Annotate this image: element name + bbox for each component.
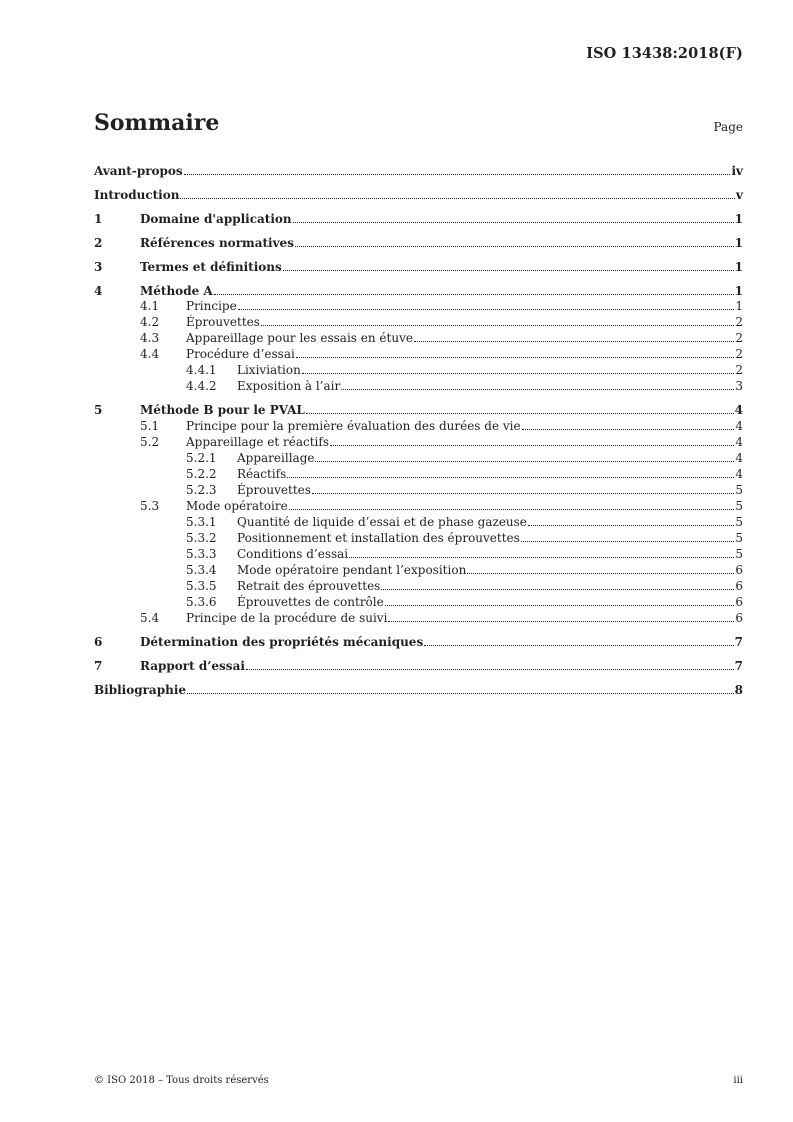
toc-entry-page: 4	[735, 467, 743, 481]
toc-entry-title: Quantité de liquide d’essai et de phase gazeuse	[237, 515, 527, 529]
toc-entry-number: 5.3	[140, 499, 160, 513]
toc-entry[interactable]	[94, 449, 743, 465]
toc-dot-leader	[184, 174, 731, 175]
toc-entry-number: 5.3.5	[186, 579, 217, 593]
toc-dot-leader	[467, 573, 734, 574]
page-column-label: Page	[713, 120, 743, 134]
toc-entry-title: Appareillage	[237, 451, 315, 465]
toc-entry-title: Exposition à l’air	[237, 379, 341, 393]
toc-entry-page: 5	[735, 515, 743, 529]
toc-entry-page: 1	[734, 212, 743, 226]
toc-entry-number: 5.3.3	[186, 547, 217, 561]
toc-entry[interactable]	[94, 361, 743, 377]
toc-dot-leader	[414, 341, 734, 342]
toc-entry-title: Principe pour la première évaluation des durées de vie	[186, 419, 521, 433]
copyright-notice: © ISO 2018 – Tous droits réservés	[94, 1075, 269, 1086]
document-reference: ISO 13438:2018(F)	[586, 45, 743, 62]
toc-dot-leader	[289, 509, 735, 510]
toc-dot-leader	[424, 645, 733, 646]
toc-entry[interactable]	[94, 345, 743, 361]
toc-dot-leader	[385, 605, 735, 606]
toc-entry-title: Méthode A	[140, 284, 213, 298]
toc-entry-number: 5.3.6	[186, 595, 217, 609]
toc-entry[interactable]	[94, 234, 743, 250]
toc-entry-title: Mode opératoire	[186, 499, 288, 513]
toc-entry-number: 4.2	[140, 315, 160, 329]
toc-entry-page: 1	[735, 299, 743, 313]
toc-dot-leader	[302, 373, 735, 374]
toc-entry-title: Procédure d’essai	[186, 347, 295, 361]
toc-entry-number: 5.4	[140, 611, 160, 625]
toc-entry-title: Appareillage pour les essais en étuve	[186, 331, 413, 345]
footer	[94, 1075, 743, 1089]
toc-dot-leader	[315, 461, 734, 462]
toc-dot-leader	[521, 541, 735, 542]
toc-dot-leader	[522, 429, 735, 430]
toc-entry[interactable]	[94, 282, 743, 298]
toc-dot-leader	[296, 357, 735, 358]
toc-entry[interactable]	[94, 210, 743, 226]
page-title: Sommaire	[94, 110, 220, 136]
toc-entry[interactable]	[94, 593, 743, 609]
toc-entry-title: Détermination des propriétés mécaniques	[140, 635, 424, 649]
toc-entry-title: Méthode B pour le PVAL	[140, 403, 305, 417]
toc-entry-page: 1	[734, 260, 743, 274]
toc-dot-leader	[341, 389, 734, 390]
toc-dot-leader	[349, 557, 734, 558]
toc-entry[interactable]	[94, 465, 743, 481]
toc-dot-leader	[238, 309, 735, 310]
toc-entry-page: 2	[735, 315, 743, 329]
toc-entry-page: 7	[734, 635, 743, 649]
toc-entry-title: Retrait des éprouvettes	[237, 579, 381, 593]
toc-dot-leader	[295, 246, 734, 247]
toc-dot-leader	[287, 477, 734, 478]
toc-entry-title: Conditions d’essai	[237, 547, 349, 561]
toc-entry[interactable]	[94, 577, 743, 593]
toc-entry[interactable]	[94, 513, 743, 529]
toc-entry[interactable]	[94, 657, 743, 673]
toc-entry-title: Éprouvettes de contrôle	[237, 595, 384, 609]
toc-entry-page: 2	[735, 331, 743, 345]
toc-entry-number: 1	[94, 212, 103, 226]
toc-entry-title: Domaine d'application	[140, 212, 292, 226]
toc-dot-leader	[293, 222, 734, 223]
toc-entry[interactable]	[94, 297, 743, 313]
toc-entry-page: 5	[735, 547, 743, 561]
toc-entry-page: 4	[735, 435, 743, 449]
toc-entry-title: Avant-propos	[94, 164, 183, 178]
toc-entry-title: Principe de la procédure de suivi	[186, 611, 388, 625]
toc-entry[interactable]	[94, 529, 743, 545]
toc-entry-page: 1	[734, 284, 743, 298]
toc-entry[interactable]	[94, 313, 743, 329]
toc-entry-page: 6	[735, 595, 743, 609]
toc-dot-leader	[388, 621, 734, 622]
toc-entry-page: 3	[735, 379, 743, 393]
toc-entry-number: 5.1	[140, 419, 160, 433]
toc-entry-number: 2	[94, 236, 103, 250]
toc-dot-leader	[214, 294, 734, 295]
toc-dot-leader	[283, 270, 734, 271]
toc-entry-number: 5.3.2	[186, 531, 217, 545]
toc-entry[interactable]	[94, 162, 743, 178]
toc-dot-leader	[312, 493, 734, 494]
page-number: iii	[733, 1075, 743, 1086]
toc-entry-number: 5.3.4	[186, 563, 217, 577]
toc-dot-leader	[528, 525, 734, 526]
toc-entry-page: 8	[734, 683, 743, 697]
toc-entry-number: 5.2.1	[186, 451, 217, 465]
toc-entry-page: 5	[735, 531, 743, 545]
toc-entry[interactable]	[94, 609, 743, 625]
toc-entry-title: Lixiviation	[237, 363, 301, 377]
toc-dot-leader	[246, 669, 734, 670]
toc-entry-number: 5.3.1	[186, 515, 217, 529]
toc-entry-number: 5.2.3	[186, 483, 217, 497]
toc-entry[interactable]	[94, 417, 743, 433]
toc-entry[interactable]	[94, 545, 743, 561]
toc-entry[interactable]	[94, 561, 743, 577]
toc-entry-title: Références normatives	[140, 236, 294, 250]
toc-dot-leader	[330, 445, 734, 446]
toc-entry-page: 6	[735, 579, 743, 593]
toc-entry-number: 4.1	[140, 299, 160, 313]
toc-entry[interactable]	[94, 481, 743, 497]
toc-entry-number: 4.4	[140, 347, 160, 361]
toc-entry-page: iv	[731, 164, 743, 178]
toc-entry-title: Introduction	[94, 188, 180, 202]
toc-entry[interactable]	[94, 633, 743, 649]
toc-entry-number: 7	[94, 659, 103, 673]
toc-entry-title: Positionnement et installation des éprouvettes	[237, 531, 520, 545]
toc-entry-title: Termes et définitions	[140, 260, 282, 274]
toc-entry-title: Bibliographie	[94, 683, 187, 697]
toc-entry[interactable]	[94, 681, 743, 697]
toc-dot-leader	[187, 693, 734, 694]
toc-entry-title: Éprouvettes	[237, 483, 311, 497]
toc-entry-page: v	[736, 188, 743, 202]
toc-entry[interactable]	[94, 401, 743, 417]
toc-entry-page: 6	[735, 563, 743, 577]
toc-entry-number: 5.2.2	[186, 467, 217, 481]
toc-entry-title: Éprouvettes	[186, 315, 260, 329]
toc-entry-page: 2	[735, 347, 743, 361]
toc-entry[interactable]	[94, 258, 743, 274]
toc-entry-title: Rapport d’essai	[140, 659, 245, 673]
toc-entry-page: 4	[735, 419, 743, 433]
toc-entry-number: 4.4.2	[186, 379, 217, 393]
toc-entry-number: 4.3	[140, 331, 160, 345]
toc-entry-number: 4.4.1	[186, 363, 217, 377]
toc-entry-number: 4	[94, 284, 103, 298]
toc-entry-number: 5	[94, 403, 103, 417]
title-row	[94, 110, 743, 140]
toc-entry-page: 5	[735, 499, 743, 513]
toc-entry-page: 4	[734, 403, 743, 417]
toc-entry-title: Réactifs	[237, 467, 287, 481]
toc-entry-title: Mode opératoire pendant l’exposition	[237, 563, 467, 577]
toc-dot-leader	[381, 589, 734, 590]
toc-entry-title: Principe	[186, 299, 237, 313]
toc-entry-page: 2	[735, 363, 743, 377]
toc-entry[interactable]	[94, 497, 743, 513]
toc-entry-page: 4	[735, 451, 743, 465]
toc-entry[interactable]	[94, 186, 743, 202]
toc-entry-page: 7	[734, 659, 743, 673]
toc-entry-page: 1	[734, 236, 743, 250]
toc-entry-number: 5.2	[140, 435, 160, 449]
toc-entry-page: 6	[735, 611, 743, 625]
toc-entry-title: Appareillage et réactifs	[186, 435, 329, 449]
toc-dot-leader	[180, 198, 735, 199]
toc-dot-leader	[306, 413, 734, 414]
toc-entry[interactable]	[94, 377, 743, 393]
toc-entry-number: 6	[94, 635, 103, 649]
toc-dot-leader	[261, 325, 734, 326]
toc-entry-page: 5	[735, 483, 743, 497]
toc-entry[interactable]	[94, 329, 743, 345]
toc-entry-number: 3	[94, 260, 103, 274]
toc-entry[interactable]	[94, 433, 743, 449]
